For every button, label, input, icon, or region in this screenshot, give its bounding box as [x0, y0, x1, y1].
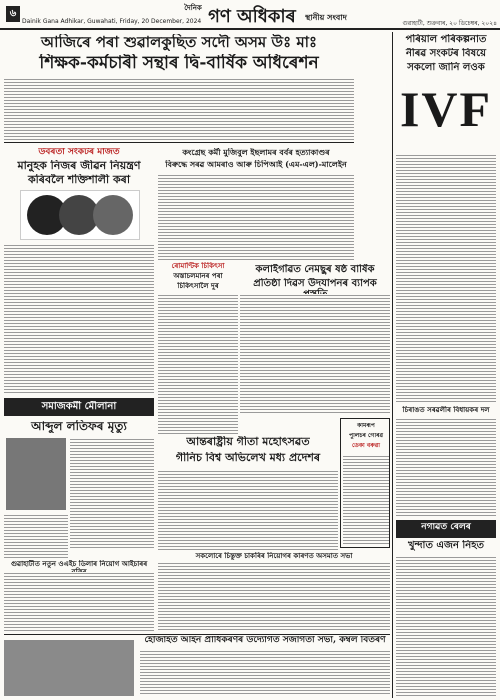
- article-11-body: [140, 650, 390, 696]
- divider: [4, 634, 390, 635]
- article-1-body: [4, 78, 354, 140]
- article-10-body: [4, 572, 154, 632]
- rail-headline-2: খুন্দাত এজন নিহত: [407, 540, 485, 551]
- police-box-title-2: পুলিচৰ গৌৰৱ: [349, 433, 383, 439]
- rail-body: [396, 556, 496, 698]
- article-2-graphic: [20, 190, 140, 240]
- obituary-photo: [6, 438, 66, 510]
- article-2-headline-2: মানুহক নিজৰ জীৱন নিয়ন্ত্ৰণ: [17, 160, 141, 172]
- police-box-body: [343, 455, 389, 545]
- english-dateline: Dainik Gana Adhikar, Guwahati, Friday, 20 December, 2024: [22, 18, 202, 25]
- article-1-headline-1: আজিৰে পৰা শুৱালকুছিত সদৌ অসম উঃ মাঃ: [40, 34, 318, 51]
- article-4-kicker-2: অস্তাচলমানৰ পৰা: [173, 272, 223, 280]
- police-box-title-1: কামৰূপ: [357, 423, 375, 429]
- ivf-headline-3: সকলো জানি লওক: [407, 62, 485, 73]
- ivf-headline-1: পৰিয়াল পৰিকল্পনাত: [405, 34, 487, 45]
- article-5-body: [240, 294, 390, 414]
- article-5-headline-2: প্ৰতিষ্ঠা দিৱস উদযাপনৰ ব্যাপক: [253, 278, 377, 289]
- police-box: [340, 418, 390, 548]
- article-2-headline-1: উৰ্বৰতা সংকটৰ মাজত: [38, 148, 120, 157]
- decorative-circle: [93, 195, 133, 235]
- article-9-body: [158, 562, 390, 632]
- article-3-headline-2: বিৰুদ্ধে সৰৱ আমৰাও আৰু চিপিআই (এম-এল)-মালেইন: [165, 160, 347, 169]
- masthead: [0, 0, 500, 30]
- article-2-headline-3: কৰিবলৈ শক্তিশালী কৰা: [27, 174, 131, 186]
- obituary-body-2: [4, 514, 68, 558]
- police-box-title-3: ডেকা বৰুৱা: [352, 443, 380, 449]
- paper-prefix: দৈনিক: [184, 3, 202, 12]
- divider: [4, 142, 354, 143]
- article-1-headline-2: শিক্ষক-কৰ্মচাৰী সন্থাৰ দ্বি-বাৰ্ষিক অধিৰেশন: [39, 54, 319, 73]
- obituary-headline-1: সমাজকৰ্মী মৌলানা: [41, 401, 117, 412]
- rail-header: [396, 520, 496, 538]
- article-10-headline: গুৱাহাটীত নতুন ওএইচ ডিলাৰ নিয়োগ আইচাৰৰ: [10, 560, 148, 568]
- article-4-kicker-1: ৰোমাণ্টিক চিকিৎসা: [171, 262, 225, 270]
- page-number: ৬: [6, 6, 20, 22]
- article-11-headline: হোজাইত আইন প্ৰাধিকৰণৰ উদ্যোগত সজাগতা সভা, কম্বল বিতৰণ: [144, 636, 386, 645]
- article-2-body: [4, 244, 154, 394]
- section-label: স্থানীয় সংবাদ: [305, 13, 347, 22]
- local-dateline: গুৱাহাটী, শুক্ৰবাৰ, ২০ ডিচেম্বৰ, ২০২৪: [402, 20, 497, 27]
- article-6-body: [158, 470, 338, 550]
- article-6-headline-1: আন্তৰাষ্ট্ৰীয় গীতা মহোৎসৱত: [186, 436, 310, 448]
- obituary-headline-2: আব্দুল লতিফৰ মৃত্যু: [31, 420, 127, 433]
- ivf-body: [396, 154, 496, 404]
- column-divider: [392, 32, 393, 698]
- rail-headline-1: নগাঁৱত ৰেলৰ: [421, 523, 471, 532]
- article-4-kicker-3: চিকিৎসালৈ দুৰ: [177, 282, 219, 290]
- article-6-headline-2: গীনিচ বিশ্ব অভিলেখ মধ্য প্ৰদেশৰ: [175, 452, 321, 464]
- obituary-header: [4, 398, 154, 416]
- paper-name: [180, 2, 300, 30]
- article-11-photo: [4, 640, 134, 696]
- ivf-headline-2: নীৰৱ সংকটৰ বিষয়ে: [405, 48, 487, 59]
- article-3-body: [158, 174, 354, 260]
- article-9-headline: সকলোৰে চিন্তুক্ত চাকৰিৰ নিয়োগৰ কাৰণত অসমাত সভা: [195, 552, 353, 560]
- article-5-headline-1: কলাইগাঁৱত নেমছুৰ ষষ্ঠ বাৰ্ষিক: [255, 264, 375, 275]
- chirang-headline: চিৰাঙত সৰৱলীৰ বিধায়কৰ দল: [402, 406, 490, 414]
- obituary-body: [70, 438, 154, 548]
- article-3-headline-1: কংগ্ৰেছ কৰ্মী মুজিবুল ইছলামৰ বৰ্বৰ হত্যাকাণ্ডৰ: [182, 148, 330, 157]
- ivf-big-text: IVF: [399, 81, 493, 137]
- paper-title: গণ অধিকাৰ: [208, 6, 296, 27]
- article-4-body: [158, 294, 238, 434]
- chirang-body: [396, 418, 496, 518]
